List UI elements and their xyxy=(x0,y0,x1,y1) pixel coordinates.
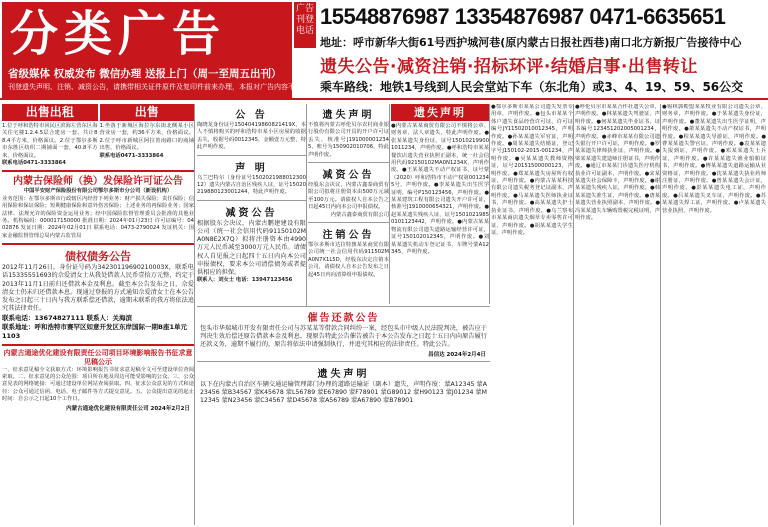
insurance-notice-subtitle: 中国平安财产保险股份有限公司鄂尔多斯市分公司（新设机构） xyxy=(23,188,173,195)
section-title-sale: 出售 xyxy=(100,104,195,121)
deregistration-title: 注销公告 xyxy=(322,230,375,242)
debt-notice-title: 债权债务公告 xyxy=(65,250,131,264)
bus-route: 乘车路线：地铁1号线到人民会堂站下车（东北角）或3、4、19、59、56公交 xyxy=(320,80,744,94)
column-1 xyxy=(2,104,195,525)
capital-reduction-sign: 内蒙古鑫泰商贸有限公司 xyxy=(330,211,389,218)
debt-notice-contact: 联系电话：13674827111 联系人：关海滨 xyxy=(2,313,133,322)
capital-reduction-title: 减资公告 xyxy=(225,207,278,219)
loss-statement-body: 不慎将内蒙古呼伦贝尔农村商业银行股份有限公司开具的开户许可证丢失，核准号J1910000012345，账号为150902010706，特此声明作废。 xyxy=(308,122,389,158)
capital-reduction-contact: 联系人：刘女士 电话：13947123456 xyxy=(197,277,293,284)
debt-notice-body: 2012年11月26日，身份证号码为34230119690210003X，联系电话15335551693的佘爱清女士从我处借款人民币壹拾万元整，约定于2013年11月1日前归还借款本金及利息。截至本公告发布之日，佘爱清女士仍未归还借款本息。现通过登报的方式通知佘爱清女士在本公告发布之日起三十日内与我方联系偿还借款，逾期未联系的我方将依法追究其法律责任。 xyxy=(2,264,194,313)
sale-rent-body: 1.位于呼和浩特市回民区滨海左营东区海关住宅楼1.2.4.5层合建房一套，共计88.4平方米，价格面议。2.位于鄂尔多斯市东胜区纺织二期铺面一套，40.8平方米，价格面议。 xyxy=(2,123,98,159)
divider xyxy=(308,222,389,223)
column-5 xyxy=(491,104,574,525)
sale-row xyxy=(2,104,194,167)
loss-statements-body-2: ●鄂尔多斯市某某公司遗失发票专用章，声明作废。●包头市某某个体户遗失食品经营许可证，许可证编号JY11502010012345，声明作废。●孙某某遗失军官证，声明作废。●周某某遗失结婚证，登记字号J150102-2015-001234，声明作废。●吴某某遗失教师资格证，证号20151500000123，声明作废。●郑某某遗失房屋所有权证，声明作废。●内蒙古某某科技有限公司遗失税务登记证副本，声明作废。●马某某遗失医师执业证书，声明作废。●高某某遗失护士执业证书，声明作废。●乌兰察布市某某商店遗失烟草专卖零售许可证，声明作废。●胡某某遗失学生证，声明作废。 xyxy=(491,104,573,236)
column-3 xyxy=(308,104,390,304)
transport-loss-body: 以下在内蒙古自治区车辆交通运输管理部门办理的道路运输证（副本）遗失，声明作废：蒙A12345 蒙A23456 蒙B34567 蒙K45678 蒙L56789 蒙E67890 蒙F78901 蒙G89012 蒙H90123 蒙J01234 蒙M12345 蒙N23456 蒙C34567 蒙D45678 蒙A56789 蒙A67890 蒙B78901 xyxy=(200,380,487,405)
sale-contact: 联系电话0471-3333864 xyxy=(99,152,164,159)
payment-reminder-body: 包头市华瑞城市开发有限责任公司与苏某某等借款合同纠纷一案，经包头市中级人民法院判决，被告应于判决生效后偿还原告借款本金及利息。现原告特此公告催告被告于本公告发布之日起十五日内向原告履行还款义务，逾期不履行的，原告将依法申请强制执行，并追究其相应的法律责任。特此公告。 xyxy=(200,325,487,349)
divider xyxy=(197,200,306,201)
divider xyxy=(308,162,389,163)
page-title: 分类广告 xyxy=(10,6,227,62)
loss-statements-body: ●内蒙古某某商贸有限公司不慎将公章、财务章、法人章遗失，特此声明作废。●张某某遗失身份证，证号150102199001011234，声明作废。●呼和浩特市某某餐饮店遗失营业执照正副本，统一社会信用代码92150102MA0N1234X，声明作废。●王某某遗失不动产权证书，证号蒙（2020）呼和浩特市不动产权第0012345号，声明作废。●李某某遗失出生医学证明，编号P150123456，声明作废。●某某建筑工程有限公司遗失开户许可证，核准号J1910000654321，声明作废。●赵某某遗失残疾人证，证号15010219850101123442，声明作废。●内蒙古某某物流有限公司遗失道路运输经营许可证，证号150102012345，声明作废。●刘某某遗失机动车登记证书，车牌号蒙A12345，声明作废。 xyxy=(391,123,489,255)
env-notice-body: 一、征求意见稿全文获取方式：环境影响报告书征求意见稿全文可至建设单位查阅索取。二、征求意见的公众范围：项目所在地及周边可能受影响的公众。三、公众意见表的网络链接：可通过建设单位网站查阅获取。四、征求公众意见的方式和途径：公众可通过信函、电话、电子邮件等方式提交意见。五、公众提出意见的起止时间：自公示之日起10个工作日。 xyxy=(2,366,194,403)
phone-numbers: 15548876987 13354876987 0471-6635651 xyxy=(320,4,726,29)
divider xyxy=(197,155,306,156)
divider xyxy=(2,170,194,172)
sale-body: 1.坐落于新城区海拉尔东街北侧某小区营业房一套，约36平方米，价格面议。2.位于呼市新城区阿拉善南路口的商铺出售，价格面议。 xyxy=(99,123,194,152)
capital-reduction-body: 根据股东会决议，内蒙古鹏建建设有限公司（统一社会信用代码91150102MA0N8E2X7Q）拟将注册资本由4990万元人民币减至3000万元人民币。请债权人自见报之日起四十五日内向本公司申报债权，要求本公司清偿债务或者提供相应的担保。 xyxy=(197,219,306,277)
loss-statements-body-4: ●锡林郭勒盟某某牧业有限公司遗失公章、财务章，声明作废。●于某某遗失身份证，声明作废。●董某某遗失出生医学证明，声明作废。●萧某某遗失不动产权证书，声明作废。●程某某遗失导游证，声明作废。●曹某某遗失警官证，声明作废。●袁某某遗失报到证，声明作废。●邓某某遗失士兵证，声明作废。●许某某遗失渔业船舶证书，声明作废。●傅某某遗失道路运输从业资格证，声明作废。●沈某某遗失执业药师注册证，声明作废。●曾某某遗失会计证，声明作废。●彭某某遗失电工证，声明作废。●吕某某遗失叉车证，声明作废。●苏某某遗失焊工证，声明作废。●卢某某遗失营业执照，声明作废。 xyxy=(662,104,766,214)
statement-title: 声 明 xyxy=(235,162,268,174)
loss-statement-title: 遗失声明 xyxy=(322,110,375,121)
statement-body: 乌兰巴特尔（身份证号150202198801230012）遗失内蒙古自治区残疾人证，证号15020219880123001244，特此声明作废。 xyxy=(197,174,306,196)
insurance-notice-body: 业务范围：在鄂尔多斯市行政辖区内经营下列业务：财产损失保险；责任保险；信用保险和保证保险；短期健康保险和意外伤害保险；上述业务的再保险业务；国家法律、法规允许的保险资金运用业务；经中国保险监督管理委员会批准的其他业务。机构编码：000017150000 批准日期：2024年01月23日 许可证编号：0402876 发证日期：2024年02月01日 联系电话：0473-2790024 发证机关：国家金融监督管理总局内蒙古监管局 xyxy=(2,195,194,239)
column-6 xyxy=(575,104,661,525)
payment-reminder-block xyxy=(197,306,490,525)
divider xyxy=(2,344,194,346)
sale-section xyxy=(100,104,195,167)
payment-reminder-title: 催告还款公告 xyxy=(307,313,380,324)
deregistration-body: 鄂尔多斯市达拉特旗某某商贸有限公司统一社会信用代码911502MA0N7X1L5D，经股东决定注销本公司，请债权人自本公告发布之日起45日内向清算组申报债权。 xyxy=(308,242,389,278)
masthead-slogan: 省级媒体 权威发布 微信办理 送报上门（周一至周五出刊） xyxy=(8,68,282,80)
section-title-sale-rent: 出售出租 xyxy=(2,104,98,121)
capital-reduction-body: 经股东会决议，内蒙古鑫泰商贸有限公司拟将注册资本由500万元减至100万元。请债权人自本公告之日起45日内向本公司申报债权。 xyxy=(308,182,389,211)
loss-statements-header: 遗失声明 xyxy=(391,104,489,121)
divider xyxy=(2,243,194,245)
office-address: 地址：呼市新华大街61号西护城河巷(原内蒙古日报社西巷)南口北方新报广告接待中心 xyxy=(320,36,742,49)
loss-statements-body-3: ●呼伦贝尔市某某合作社遗失公章，声明作废。●林某某遗失驾驶证，声明作废。●何某某遗失毕业证书，证书编号123451202005001234，声明作废。●赤峰市某某有限公司遗失银行开户许可证，声明作废。●罗某某遗失律师执业证，声明作废。●梁某某遗失建造师注册证书，声明作废。●通辽市某某门诊遗失医疗机构执业许可证副本，声明作废。●宋某某遗失社会保障卡，声明作废。●谢某某遗失残疾人证，声明作废。●韩某某遗失准生证，声明作废。●唐某某遗失营业执照副本，声明作废。●冯某某遗失车辆购置税完税证明，声明作废。 xyxy=(575,104,660,222)
sale-rent-contact: 联系电话0471-3333864 xyxy=(2,160,66,167)
service-list: 遗失公告·减资注销·招标环评·结婚启事·出售转让 xyxy=(320,57,698,77)
masthead-fine-print: 刊登遗失声明、注销、减资公告，请携带相关证件原件及复印件前来办理，本报对广告内容不负法律责任 xyxy=(8,83,330,91)
phone-side-label: 广告刊登电话 xyxy=(294,2,316,48)
payment-reminder-sign: 昌信达 2024年2月4日 xyxy=(428,351,486,358)
divider xyxy=(197,361,490,362)
env-notice-title: 内蒙古通途优化建设有限责任公司项目环境影响报告书征求意见稿公示 xyxy=(3,348,193,366)
column-7 xyxy=(662,104,766,525)
sale-rent-section xyxy=(2,104,98,167)
notice-body: 陶晓龙身份证号15040419860821419X，本人不慎将购买的呼和浩特市某小区房屋的收据丢失，收据号码0012345，金额壹万元整，特此声明作废。 xyxy=(197,122,306,151)
env-notice-sign: 内蒙古通途优化建设有限责任公司 2024年2月2日 xyxy=(66,405,190,412)
notice-title: 公 告 xyxy=(235,110,268,121)
column-4 xyxy=(391,104,490,304)
masthead-header xyxy=(0,0,768,100)
capital-reduction-title: 减资公告 xyxy=(322,170,375,182)
debt-notice-address: 联系地址：呼和浩特市赛罕区如意开发区东岸国际一期B座1单元1103 xyxy=(2,322,187,340)
insurance-notice-title: 内蒙古保险师（换）发保险许可证公告 xyxy=(13,176,183,188)
transport-loss-title: 遗失声明 xyxy=(317,368,370,380)
